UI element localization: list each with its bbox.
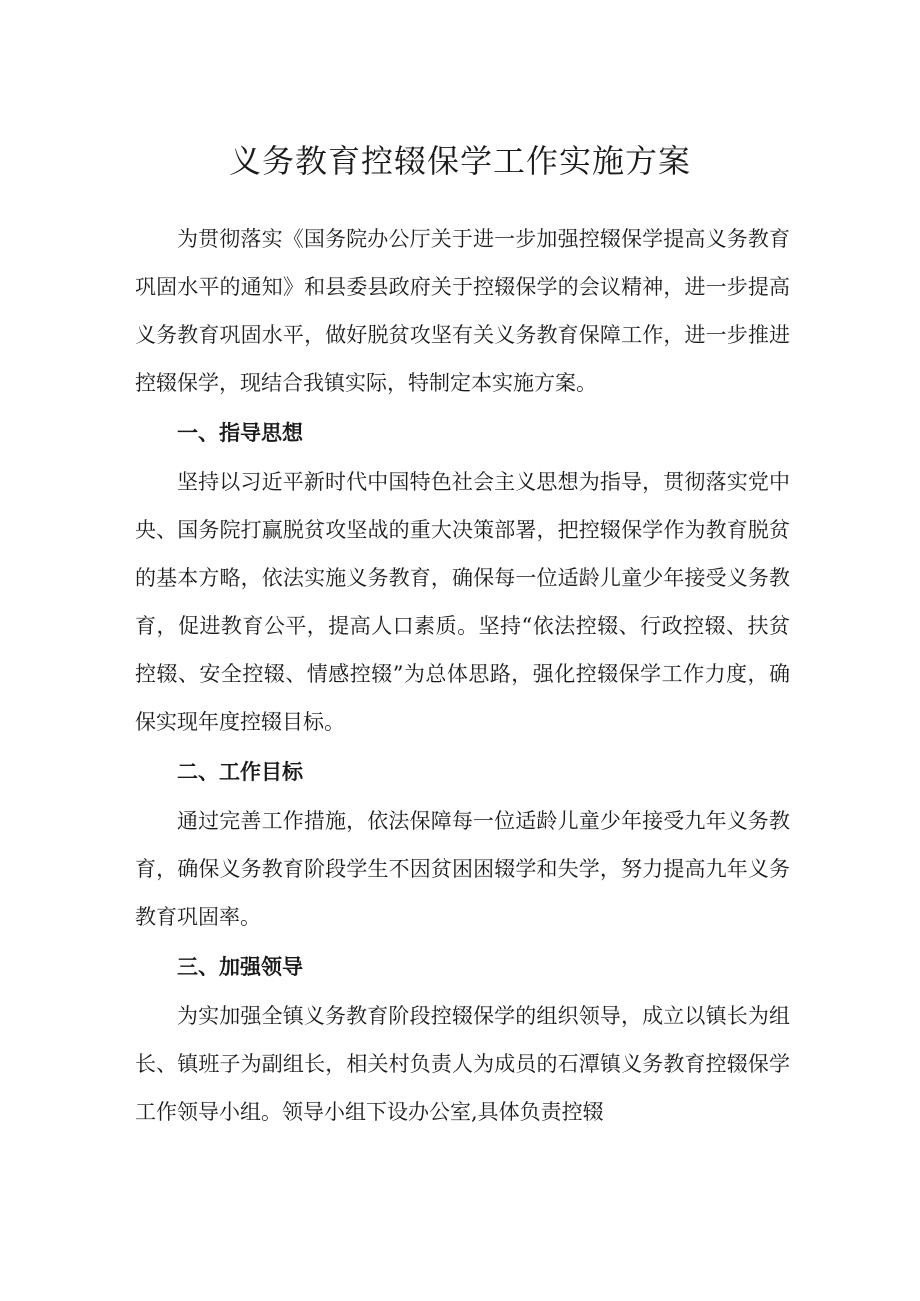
section-heading-work-goals: 二、工作目标 (177, 760, 303, 784)
document-title: 义务教育控辍保学工作实施方案 (228, 142, 691, 180)
document-body (135, 215, 790, 1136)
section-heading-guiding-ideology: 一、指导思想 (177, 421, 303, 445)
intro-paragraph: 为贯彻落实《国务院办公厅关于进一步加强控辍保学提高义务教育巩固水平的通知》和县委县政府关于控辍保学的会议精神，进一步提高义务教育巩固水平，做好脱贫攻坚有关义务教育保障工作，进一步推进控辍保学，现结合我镇实际，特制定本实施方案。 (135, 227, 790, 395)
section-paragraph-work-goals: 通过完善工作措施，依法保障每一位适龄儿童少年接受九年义务教育，确保义务教育阶段学生不因贫困困辍学和失学，努力提高九年义务教育巩固率。 (135, 809, 790, 929)
section-paragraph-guiding-ideology: 坚持以习近平新时代中国特色社会主义思想为指导，贯彻落实党中央、国务院打赢脱贫攻坚战的重大决策部署，把控辍保学作为教育脱贫的基本方略，依法实施义务教育，确保每一位适龄儿童少年接受义务教育，促进教育公平，提高人口素质。坚持“依法控辍、行政控辍、扶贫控辍、安全控辍、情感控辍”为总体思路，强化控辍保学工作力度，确保实现年度控辍目标。 (135, 470, 790, 734)
section-heading-leadership: 三、加强领导 (177, 955, 303, 979)
section-paragraph-leadership: 为实加强全镇义务教育阶段控辍保学的组织领导，成立以镇长为组长、镇班子为副组长，相关村负责人为成员的石潭镇义务教育控辍保学工作领导小组。领导小组下设办公室,具体负责控辍 (135, 1004, 790, 1124)
